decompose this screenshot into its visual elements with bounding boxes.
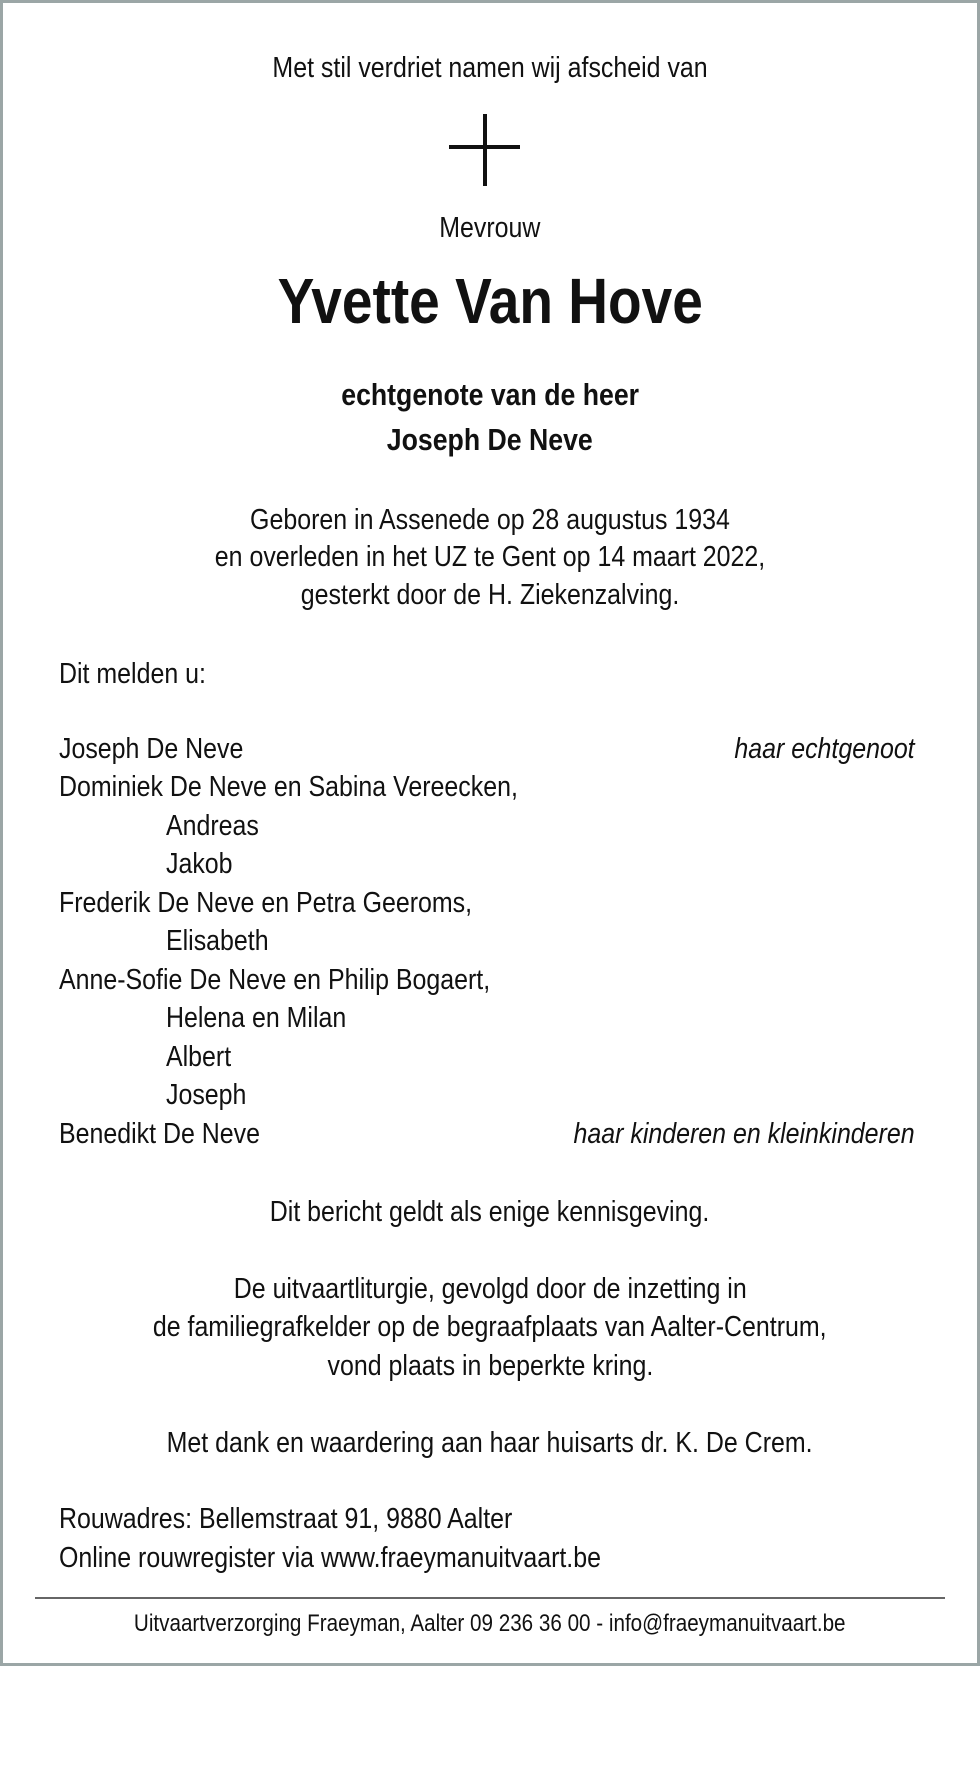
family-row (166, 810, 274, 843)
title-label: Mevrouw (439, 212, 541, 244)
thanks-text (0, 1427, 980, 1460)
family-row-label: Helena en Milan (166, 1002, 347, 1034)
family-row (166, 1041, 242, 1074)
title-text (0, 212, 980, 245)
born-line-2-label: en overleden in het UZ te Gent op 14 maart 2022, (214, 541, 766, 573)
relation-spouse-label: haar echtgenoot (734, 733, 915, 765)
deceased-name-label: Yvette Van Hove (277, 265, 703, 337)
intro-label: Met stil verdriet namen wij afscheid van (272, 52, 708, 84)
spouse-line-1-label: echtgenote van de heer (341, 377, 639, 412)
born-line-1-label: Geboren in Assenede op 28 augustus 1934 (250, 504, 730, 536)
relation-children (518, 1118, 915, 1151)
address-label: Rouwadres: Bellemstraat 91, 9880 Aalter (59, 1503, 513, 1535)
born-line-2 (0, 541, 980, 574)
announce-text (59, 658, 230, 691)
notice-text (0, 1196, 980, 1229)
family-row (59, 964, 560, 997)
thanks-label: Met dank en waardering aan haar huisarts dr. K. De Crem. (167, 1427, 813, 1459)
relation-spouse (705, 733, 915, 766)
family-row-label: Benedikt De Neve (59, 1118, 261, 1150)
family-row (59, 1118, 293, 1151)
notice-label: Dit bericht geldt als enige kennisgeving. (270, 1196, 710, 1228)
family-row-label: Elisabeth (166, 925, 269, 957)
family-row-label: Frederik De Neve en Petra Geeroms, (59, 887, 473, 919)
funeral-line-2-label: de familiegrafkelder op de begraafplaats van Aalter-Centrum, (153, 1311, 827, 1343)
funeral-line-1 (0, 1273, 980, 1306)
footer-text (0, 1610, 980, 1638)
spouse-line-2 (0, 422, 980, 458)
spouse-line-1 (0, 377, 980, 413)
funeral-line-2 (0, 1311, 980, 1344)
funeral-line-3 (0, 1350, 980, 1383)
family-row (59, 887, 539, 920)
intro-text (0, 52, 980, 85)
family-row-label: Joseph De Neve (59, 733, 244, 765)
relation-children-label: haar kinderen en kleinkinderen (573, 1118, 915, 1150)
family-row (166, 848, 243, 881)
family-row-label: Anne-Sofie De Neve en Philip Bogaert, (59, 964, 491, 996)
online-register-link[interactable] (59, 1542, 689, 1575)
family-row (59, 733, 273, 766)
online-register-label[interactable]: Online rouwregister via www.fraeymanuitvaart.be (59, 1542, 601, 1574)
family-row (166, 925, 285, 958)
funeral-line-1-label: De uitvaartliturgie, gevolgd door de inzetting in (233, 1273, 747, 1305)
divider (35, 1597, 945, 1599)
born-line-3-label: gesterkt door de H. Ziekenzalving. (300, 579, 680, 611)
cross-icon (483, 114, 487, 186)
born-line-3 (0, 579, 980, 612)
address-text (59, 1503, 586, 1536)
announce-label: Dit melden u: (59, 658, 206, 690)
family-row-label: Joseph (166, 1079, 247, 1111)
family-row-label: Andreas (166, 810, 259, 842)
family-row (166, 1079, 260, 1112)
cross-icon-bar (449, 145, 520, 149)
deceased-name (0, 264, 980, 338)
family-row-label: Jakob (166, 848, 233, 880)
spouse-line-2-label: Joseph De Neve (387, 422, 593, 457)
family-row-label: Dominiek De Neve en Sabina Vereecken, (59, 771, 518, 803)
family-row (166, 1002, 376, 1035)
footer-label: Uitvaartverzorging Fraeyman, Aalter 09 236 36 00 - info@fraeymanuitvaart.be (134, 1610, 846, 1637)
born-line-1 (0, 504, 980, 537)
family-row (59, 771, 593, 804)
funeral-line-3-label: vond plaats in beperkte kring. (327, 1350, 653, 1382)
family-row-label: Albert (166, 1041, 232, 1073)
